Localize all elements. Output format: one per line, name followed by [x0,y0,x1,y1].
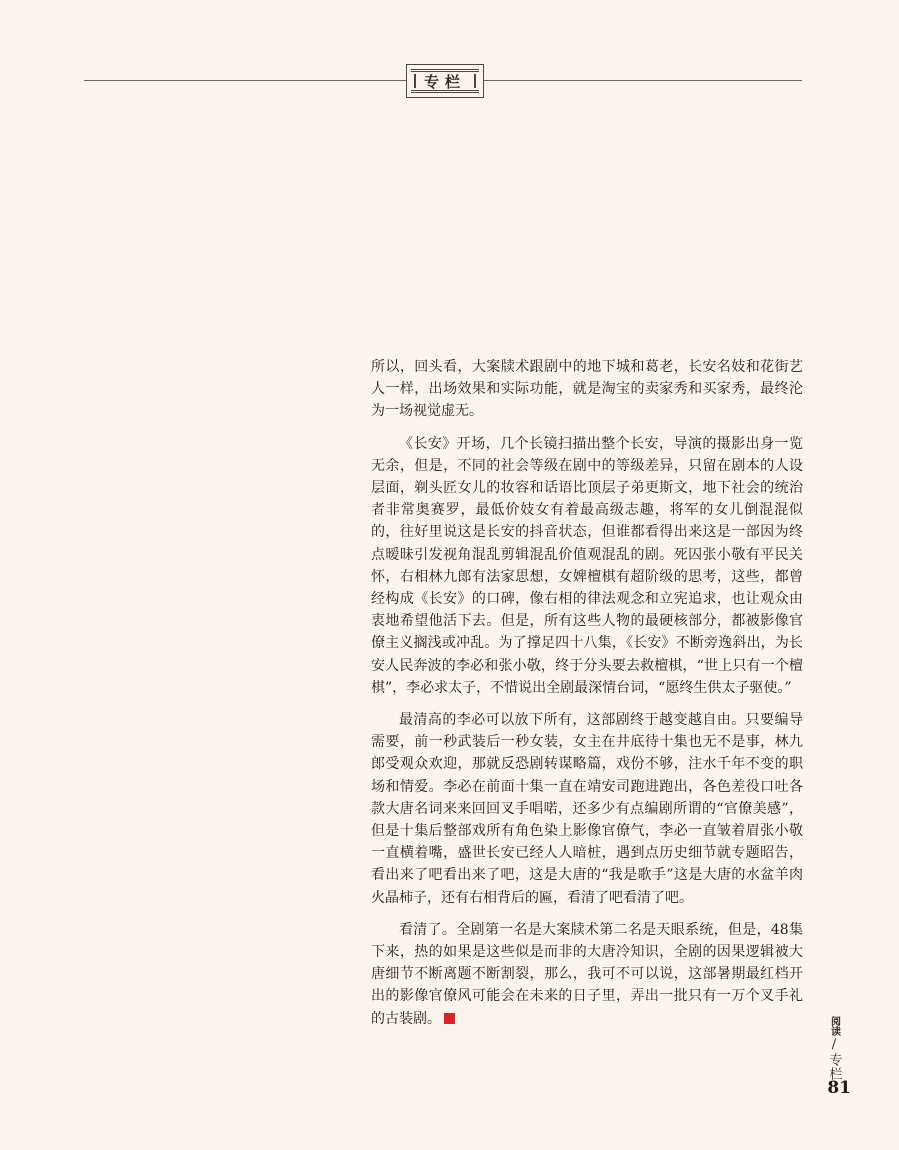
label-ornament-right [474,74,476,88]
end-mark [444,1013,455,1024]
page-number: 81 [827,1078,851,1098]
label-ornament-left [414,74,416,88]
article-body [371,356,803,1040]
paragraph-2: 《长安》开场，几个长镜扫描出整个长安，导演的摄影出身一览无余，但是，不同的社会等级在剧中的等级差异，只留在剧本的人设层面，剃头匠女儿的妆容和话语比顶层子弟更斯文，地下社会的统治者非常奥赛罗，最低价妓女有着最高级志趣，将军的女儿倒混混似的，往好里说这是长安的抖音状态，但谁都看得出来这是一部因为终点暧昧引发视角混乱剪辑混乱价值观混乱的剧。死囚张小敬有平民关怀，右相林九郎有法家思想，女婢檀棋有超阶级的思考，这些，都曾经构成《长安》的口碑，像右相的律法观念和立宪追求，也让观众由衷地希望他活下去。但是，所有这些人物的最硬核部分，都被影像官僚主义搁浅或冲乱。为了撑足四十八集，《长安》不断旁逸斜出，为长安人民奔波的李必和张小敬，终于分头要去救檀棋，“世上只有一个檀棋”，李必求太子，不惜说出全剧最深情台词，“愿终生供太子驱使。” [371,435,803,696]
section-label: 专栏 [423,72,466,91]
section-label-frame [411,69,479,93]
paragraph-3: 最清高的李必可以放下所有，这部剧终于越变越自由。只要编导需要，前一秒武装后一秒女装，女主在井底待十集也无不是事，林九郎受观众欢迎，那就反恐剧转谋略篇，戏份不够，注水千年不变的职场和情爱。李必在前面十集一直在靖安司跑进跑出，各色差役口吐各款大唐名词来来回回叉手唱喏，还多少有点编剧所谓的“官僚美感”，但是十集后整部戏所有角色染上影像官僚气，李必一直皱着眉张小敬一直横着嘴，盛世长安已经人人暗桩，遇到点历史细节就专题昭告，看出来了吧看出来了吧，这是大唐的“我是歌手”这是大唐的水盆羊肉火晶柿子，还有右相背后的匾，看清了吧看清了吧。 [371,712,803,906]
paragraph-4-text: 看清了。全剧第一名是大案牍术第二名是天眼系统，但是，48集下来，热的如果是这些似是而非的大唐冷知识，全剧的因果逻辑被大唐细节不断离题不断割裂，那么，我可不可以说，这部暑期最红档开出的影像官僚风可能会在未来的日子里，弄出一批只有一万个叉手礼的古装剧。 [371,921,803,1027]
footer-slash: / [831,1037,837,1052]
footer-section: 专栏 [826,1053,842,1081]
section-label-box [406,64,484,98]
paragraph-1: 所以，回头看，大案牍术跟剧中的地下城和葛老，长安名妓和花街艺人一样，出场效果和实际功能，就是淘宝的卖家秀和买家秀，最终沦为一场视觉虚无。 [371,359,803,420]
paragraph-4 [371,919,803,1030]
publication-name: 阅读 [828,1016,840,1036]
running-footer [821,1016,847,1081]
